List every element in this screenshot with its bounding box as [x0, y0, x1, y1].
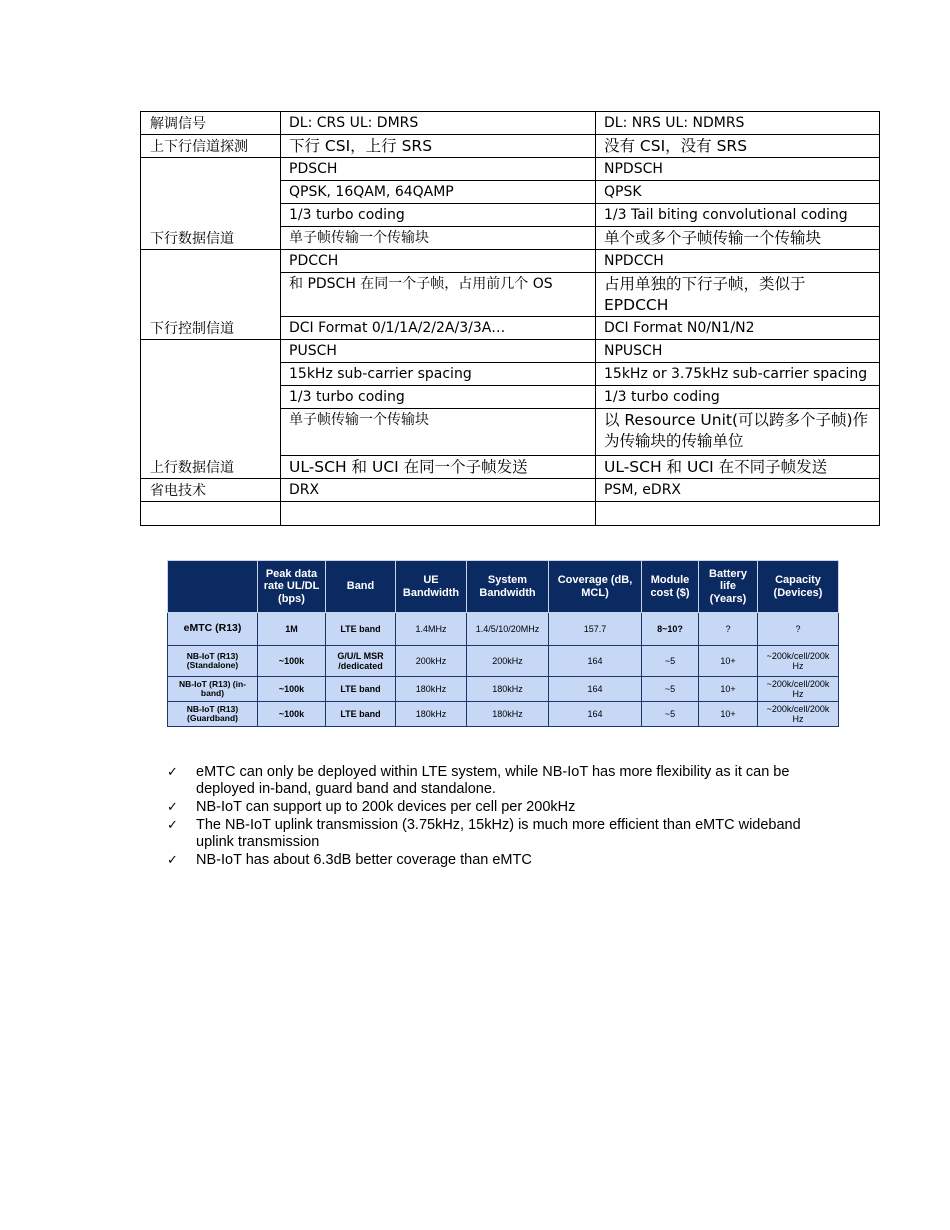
row-label: 下行控制信道	[141, 250, 281, 340]
lte-cell: PDSCH	[281, 158, 596, 181]
column-header: Coverage (dB, MCL)	[549, 561, 642, 613]
nbiot-cell: 占用单独的下行子帧，类似于 EPDCCH	[596, 273, 880, 317]
nbiot-cell: NPDSCH	[596, 158, 880, 181]
lte-cell: DL: CRS UL: DMRS	[281, 112, 596, 135]
lte-cell	[281, 502, 596, 526]
lte-cell: 单子帧传输一个传输块	[281, 409, 596, 456]
table-row	[141, 479, 880, 502]
row-label: 省电技术	[141, 479, 281, 502]
row-label: NB-IoT (R13) (in-band)	[168, 677, 258, 702]
table-row	[141, 158, 880, 181]
table-cell: ~200k/cell/200k Hz	[758, 702, 839, 727]
table-cell: G/U/L MSR /dedicated	[326, 646, 396, 677]
column-header: Battery life (Years)	[699, 561, 758, 613]
table-cell: ?	[758, 613, 839, 646]
table-row	[168, 613, 839, 646]
checkmark-icon: ✓	[167, 818, 178, 834]
nbiot-cell: 15kHz or 3.75kHz sub-carrier spacing	[596, 363, 880, 386]
lte-cell: 单子帧传输一个传输块	[281, 227, 596, 250]
nbiot-cell: 没有 CSI，没有 SRS	[596, 135, 880, 158]
nbiot-cell: 1/3 Tail biting convolutional coding	[596, 204, 880, 227]
table-cell: ~200k/cell/200k Hz	[758, 646, 839, 677]
table-cell: ~100k	[258, 677, 326, 702]
table-cell: 10+	[699, 646, 758, 677]
nbiot-cell: 1/3 turbo coding	[596, 386, 880, 409]
lte-cell: QPSK, 16QAM, 64QAMP	[281, 181, 596, 204]
lte-cell: 下行 CSI，上行 SRS	[281, 135, 596, 158]
column-header	[168, 561, 258, 613]
lte-cell: PDCCH	[281, 250, 596, 273]
table-cell: 180kHz	[396, 677, 467, 702]
table-cell: ~5	[642, 646, 699, 677]
list-item	[167, 852, 807, 869]
row-label: 解调信号	[141, 112, 281, 135]
checkmark-icon: ✓	[167, 765, 178, 780]
table-cell: 180kHz	[396, 702, 467, 727]
table-cell: 200kHz	[467, 646, 549, 677]
lte-cell: 1/3 turbo coding	[281, 204, 596, 227]
table-cell: 1.4/5/10/20MHz	[467, 613, 549, 646]
bullet-text: NB-IoT can support up to 200k devices per cell per 200kHz	[196, 799, 576, 816]
table-cell: 157.7	[549, 613, 642, 646]
lte-cell: 15kHz sub-carrier spacing	[281, 363, 596, 386]
row-label: NB-IoT (R13) (Guardband)	[168, 702, 258, 727]
table-row	[141, 340, 880, 363]
emtc-nbiot-spec-table	[167, 560, 839, 727]
table-cell: 180kHz	[467, 677, 549, 702]
table-cell: 164	[549, 702, 642, 727]
table-row	[141, 112, 880, 135]
column-header: System Bandwidth	[467, 561, 549, 613]
table-cell: ~200k/cell/200k Hz	[758, 677, 839, 702]
table-cell: 8~10?	[642, 613, 699, 646]
table-row	[168, 702, 839, 727]
nbiot-cell: NPDCCH	[596, 250, 880, 273]
table-cell: 200kHz	[396, 646, 467, 677]
bullet-text: eMTC can only be deployed within LTE system, while NB-IoT has more flexibility as it can be deployed in-band, guard band and standalone.	[196, 764, 790, 798]
comparison-bullet-list	[167, 764, 807, 870]
list-item	[167, 764, 807, 798]
table-row	[141, 250, 880, 273]
table-cell: LTE band	[326, 677, 396, 702]
column-header: Module cost ($)	[642, 561, 699, 613]
nbiot-cell: PSM, eDRX	[596, 479, 880, 502]
lte-cell: DCI Format 0/1/1A/2/2A/3/3A…	[281, 317, 596, 340]
table-cell: ~5	[642, 677, 699, 702]
table-cell: ?	[699, 613, 758, 646]
column-header: Band	[326, 561, 396, 613]
list-item	[167, 799, 807, 816]
nbiot-cell: 以 Resource Unit(可以跨多个子帧)作为传输块的传输单位	[596, 409, 880, 456]
table-header-row	[168, 561, 839, 613]
table-cell: 164	[549, 646, 642, 677]
row-label: 上行数据信道	[141, 340, 281, 479]
row-label: 上下行信道探测	[141, 135, 281, 158]
checkmark-icon: ✓	[167, 800, 178, 816]
table-row	[168, 677, 839, 702]
table-row	[141, 135, 880, 158]
list-item	[167, 817, 807, 851]
column-header: Peak data rate UL/DL (bps)	[258, 561, 326, 613]
row-label: eMTC (R13)	[168, 613, 258, 646]
lte-cell: 和 PDSCH 在同一个子帧，占用前几个 OS	[281, 273, 596, 317]
table-cell: LTE band	[326, 613, 396, 646]
lte-cell: UL-SCH 和 UCI 在同一个子帧发送	[281, 456, 596, 479]
row-label: NB-IoT (R13) (Standalone)	[168, 646, 258, 677]
nbiot-cell	[596, 502, 880, 526]
lte-cell: PUSCH	[281, 340, 596, 363]
nbiot-cell: NPUSCH	[596, 340, 880, 363]
row-label: 下行数据信道	[141, 158, 281, 250]
lte-cell: DRX	[281, 479, 596, 502]
nbiot-cell: UL-SCH 和 UCI 在不同子帧发送	[596, 456, 880, 479]
nbiot-cell: QPSK	[596, 181, 880, 204]
table-cell: ~100k	[258, 646, 326, 677]
nbiot-cell: 单个或多个子帧传输一个传输块	[596, 227, 880, 250]
nbiot-cell: DCI Format N0/N1/N2	[596, 317, 880, 340]
nbiot-cell: DL: NRS UL: NDMRS	[596, 112, 880, 135]
table-row	[168, 646, 839, 677]
lte-cell: 1/3 turbo coding	[281, 386, 596, 409]
checkmark-icon: ✓	[167, 853, 178, 869]
table-row	[141, 502, 880, 526]
column-header: Capacity (Devices)	[758, 561, 839, 613]
bullet-text: The NB-IoT uplink transmission (3.75kHz, 15kHz) is much more efficient than eMTC wideband uplink transmission	[196, 817, 801, 851]
row-label	[141, 502, 281, 526]
lte-vs-nbiot-comparison-table	[140, 111, 880, 526]
table-cell: LTE band	[326, 702, 396, 727]
table-cell: 164	[549, 677, 642, 702]
table-cell: 10+	[699, 677, 758, 702]
table-cell: 1M	[258, 613, 326, 646]
table-cell: 180kHz	[467, 702, 549, 727]
bullet-text: NB-IoT has about 6.3dB better coverage than eMTC	[196, 852, 532, 869]
column-header: UE Bandwidth	[396, 561, 467, 613]
table-cell: 10+	[699, 702, 758, 727]
table-cell: ~5	[642, 702, 699, 727]
table-cell: 1.4MHz	[396, 613, 467, 646]
table-cell: ~100k	[258, 702, 326, 727]
